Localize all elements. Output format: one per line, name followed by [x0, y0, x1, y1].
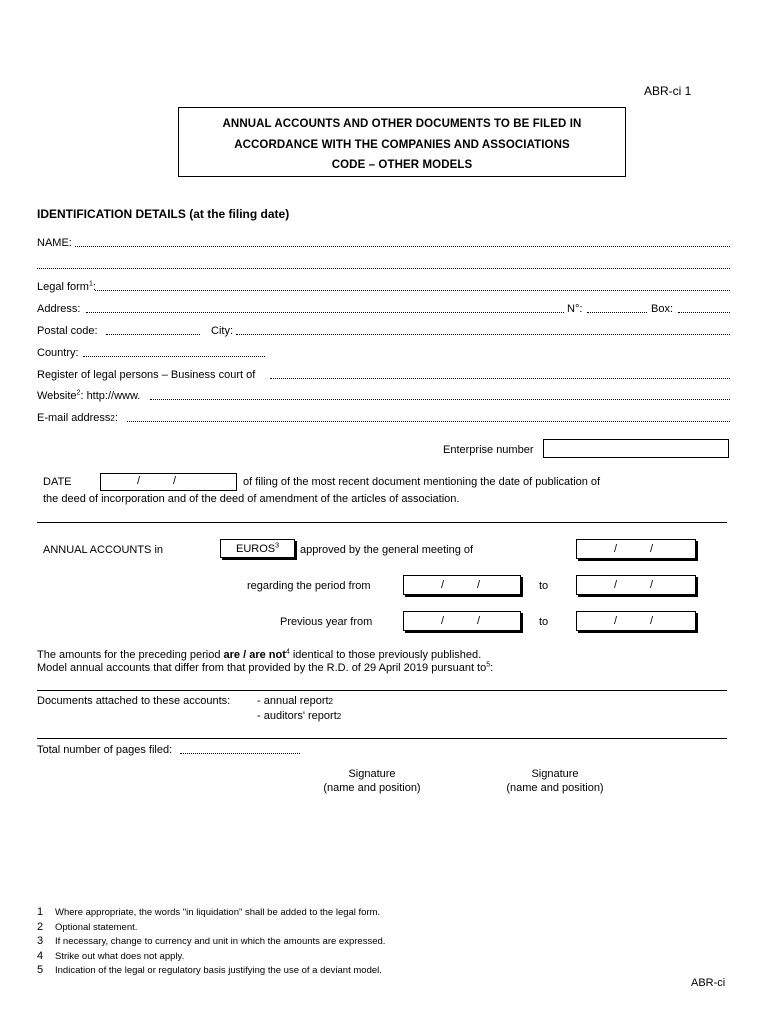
document-auditors-report: - auditors' report2: [257, 710, 342, 722]
total-pages-label: Total number of pages filed:: [37, 744, 173, 756]
date-label: DATE: [43, 476, 72, 488]
title-box: [178, 107, 626, 177]
footnote: 5 Indication of the legal or regulatory basis justifying the use of a deviant model.: [37, 964, 382, 976]
city-label: City:: [211, 325, 233, 337]
currency-value: EUROS$^3$: [235, 542, 280, 555]
register-field[interactable]: [270, 378, 730, 379]
name-label: NAME:: [37, 237, 72, 249]
signature-title: Signature: [348, 768, 396, 780]
divider: [37, 690, 727, 691]
date-slash-2: /: [477, 579, 481, 591]
document-annual-report: - annual report2: [257, 695, 333, 707]
date-description-line-2: the deed of incorporation and of the deed of amendment of the articles of association.: [43, 493, 460, 505]
documents-label: Documents attached to these accounts:: [37, 695, 231, 707]
email-field[interactable]: [127, 421, 730, 422]
amounts-statement: The amounts for the preceding period are / are not$^4$ identical to those previously published.: [37, 648, 482, 661]
country-field[interactable]: [83, 356, 265, 357]
signature-block-1: [302, 768, 442, 794]
country-label: Country:: [37, 347, 79, 359]
title-line-2: ACCORDANCE WITH THE COMPANIES AND ASSOCIATIONS: [234, 139, 570, 151]
name-field-line-2[interactable]: [37, 268, 730, 269]
postal-code-field[interactable]: [106, 334, 200, 335]
box-field[interactable]: [678, 312, 730, 313]
date-slash-2: /: [650, 543, 654, 555]
previous-to-field[interactable]: [576, 611, 696, 631]
name-field[interactable]: [75, 246, 730, 247]
period-label: regarding the period from: [247, 580, 371, 592]
footnote: 3 If necessary, change to currency and unit in which the amounts are expressed.: [37, 935, 386, 947]
footnote: 1 Where appropriate, the words "in liquidation" shall be added to the legal form.: [37, 906, 381, 918]
period-from-field[interactable]: [403, 575, 521, 595]
footnote: 2 Optional statement.: [37, 921, 138, 933]
previous-from-field[interactable]: [403, 611, 521, 631]
number-label: N°:: [567, 303, 583, 315]
currency-field[interactable]: [220, 539, 295, 558]
legal-form-field[interactable]: [95, 290, 730, 291]
register-label: Register of legal persons – Business court of: [37, 369, 256, 381]
model-statement: Model annual accounts that differ from that provided by the R.D. of 29 April 2019 pursuant $to^5$:: [37, 661, 494, 674]
date-slash-1: /: [441, 579, 445, 591]
email-label: E-mail address2:: [37, 412, 118, 424]
meeting-date-field[interactable]: [576, 539, 696, 559]
date-slash-1: /: [614, 615, 618, 627]
date-slash-1: /: [614, 579, 618, 591]
divider: [37, 738, 727, 739]
date-slash-2: /: [650, 615, 654, 627]
date-description-line-1: of filing of the most recent document mentioning the date of publication of: [243, 476, 601, 488]
date-slash-1: /: [441, 615, 445, 627]
title-line-1: ANNUAL ACCOUNTS AND OTHER DOCUMENTS TO BE FILED IN: [222, 118, 582, 130]
form-code: ABR-ci 1: [644, 84, 692, 98]
date-slash-2: /: [173, 475, 177, 487]
signature-title: Signature: [531, 768, 579, 780]
identification-heading: IDENTIFICATION DETAILS (at the filing date): [37, 207, 290, 221]
period-to-label: to: [539, 580, 549, 592]
box-label: Box:: [651, 303, 674, 315]
divider: [37, 522, 727, 523]
footnote: 4 Strike out what does not apply.: [37, 950, 185, 962]
date-slash-2: /: [650, 579, 654, 591]
total-pages-field[interactable]: [180, 753, 300, 754]
signature-block-2: [485, 768, 625, 794]
date-slash-1: /: [137, 475, 141, 487]
enterprise-number-field[interactable]: [543, 439, 729, 458]
address-label: Address:: [37, 303, 81, 315]
website-field[interactable]: [150, 399, 730, 400]
approved-label: approved by the general meeting of: [300, 544, 474, 556]
website-label: Website$^2$: http://www.: [37, 389, 141, 402]
enterprise-number-label: Enterprise number: [443, 444, 534, 456]
date-slash-2: /: [477, 615, 481, 627]
number-field[interactable]: [587, 312, 647, 313]
period-to-field[interactable]: [576, 575, 696, 595]
signature-subtitle: (name and position): [323, 782, 421, 794]
previous-year-label: Previous year from: [280, 616, 373, 628]
title-line-3: CODE – OTHER MODELS: [331, 159, 473, 171]
signature-subtitle: (name and position): [506, 782, 604, 794]
previous-to-label: to: [539, 616, 549, 628]
city-field[interactable]: [236, 334, 730, 335]
address-field[interactable]: [86, 312, 564, 313]
date-slash-1: /: [614, 543, 618, 555]
postal-code-label: Postal code:: [37, 325, 98, 337]
footer-code: ABR-ci: [691, 977, 726, 989]
annual-accounts-label: ANNUAL ACCOUNTS in: [43, 544, 164, 556]
filing-date-field[interactable]: [100, 473, 237, 491]
legal-form-label: Legal form$^1$:: [37, 280, 96, 293]
